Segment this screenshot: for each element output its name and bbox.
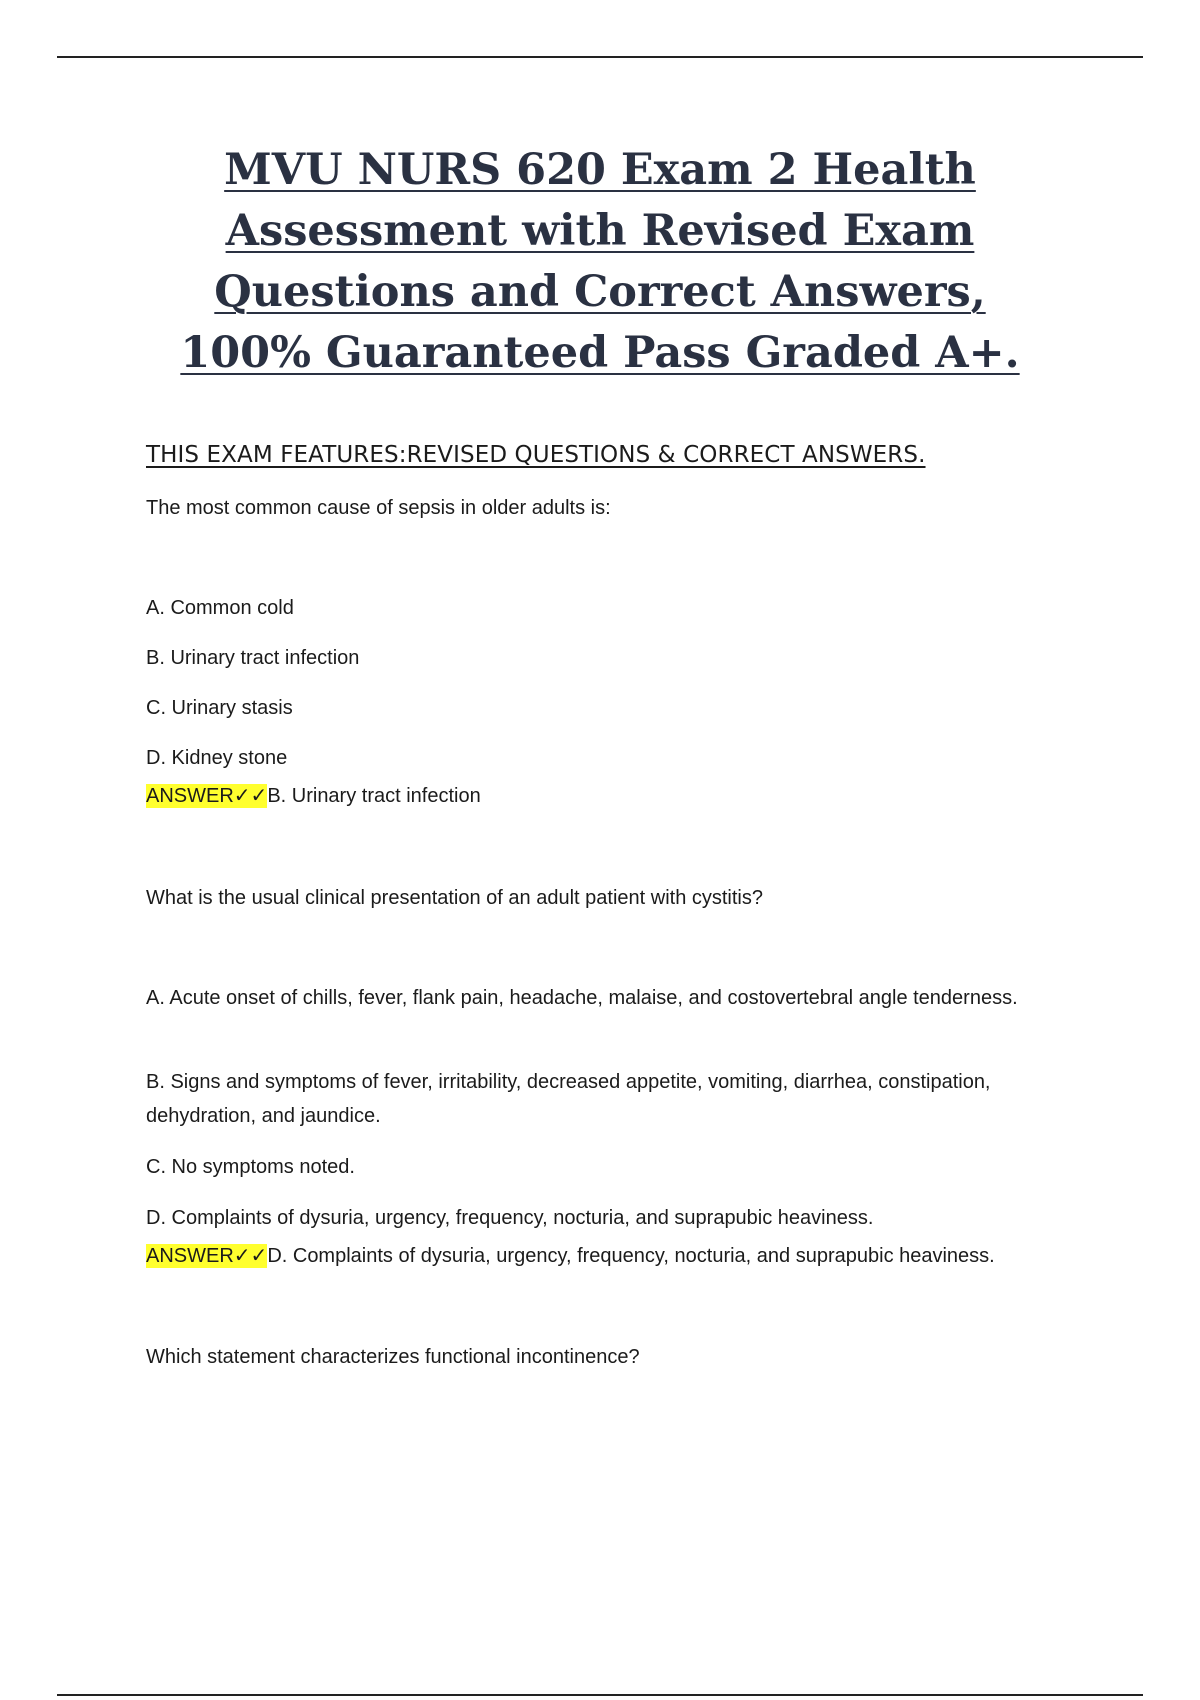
features-heading: THIS EXAM FEATURES:REVISED QUESTIONS & CORRECT ANSWERS.	[146, 442, 926, 468]
bottom-rule	[57, 1694, 1143, 1696]
question-2-option-b: B. Signs and symptoms of fever, irritability, decreased appetite, vomiting, diarrhea, constipation, dehydration, and jaundice.	[146, 1071, 991, 1127]
answer-text: B. Urinary tract infection	[267, 785, 481, 807]
question-2-answer	[146, 1239, 1096, 1273]
top-rule	[57, 56, 1143, 58]
question-1-option-a: A. Common cold	[146, 597, 294, 619]
question-1-option-c: C. Urinary stasis	[146, 697, 293, 719]
question-1-answer	[146, 779, 1096, 813]
answer-label-highlight: ANSWER✓✓	[146, 785, 268, 807]
answer-text: D. Complaints of dysuria, urgency, frequency, nocturia, and suprapubic heaviness.	[267, 1245, 995, 1267]
question-1-option-d: D. Kidney stone	[146, 747, 288, 769]
question-3-text: Which statement characterizes functional incontinence?	[146, 1346, 640, 1368]
document-title: MVU NURS 620 Exam 2 Health Assessment with Revised Exam Questions and Correct Answers, 100% Guaranteed Pass Graded A+.	[180, 145, 1020, 378]
question-2-option-d: D. Complaints of dysuria, urgency, frequency, nocturia, and suprapubic heaviness.	[146, 1207, 874, 1229]
question-1-text: The most common cause of sepsis in older adults is:	[146, 497, 611, 519]
question-1-option-b: B. Urinary tract infection	[146, 647, 360, 669]
question-2-text: What is the usual clinical presentation of an adult patient with cystitis?	[146, 887, 763, 909]
answer-label-highlight: ANSWER✓✓	[146, 1245, 268, 1267]
question-2-option-c: C. No symptoms noted.	[146, 1156, 355, 1178]
question-2-option-a: A. Acute onset of chills, fever, flank pain, headache, malaise, and costovertebral angle tenderness.	[146, 987, 1018, 1009]
